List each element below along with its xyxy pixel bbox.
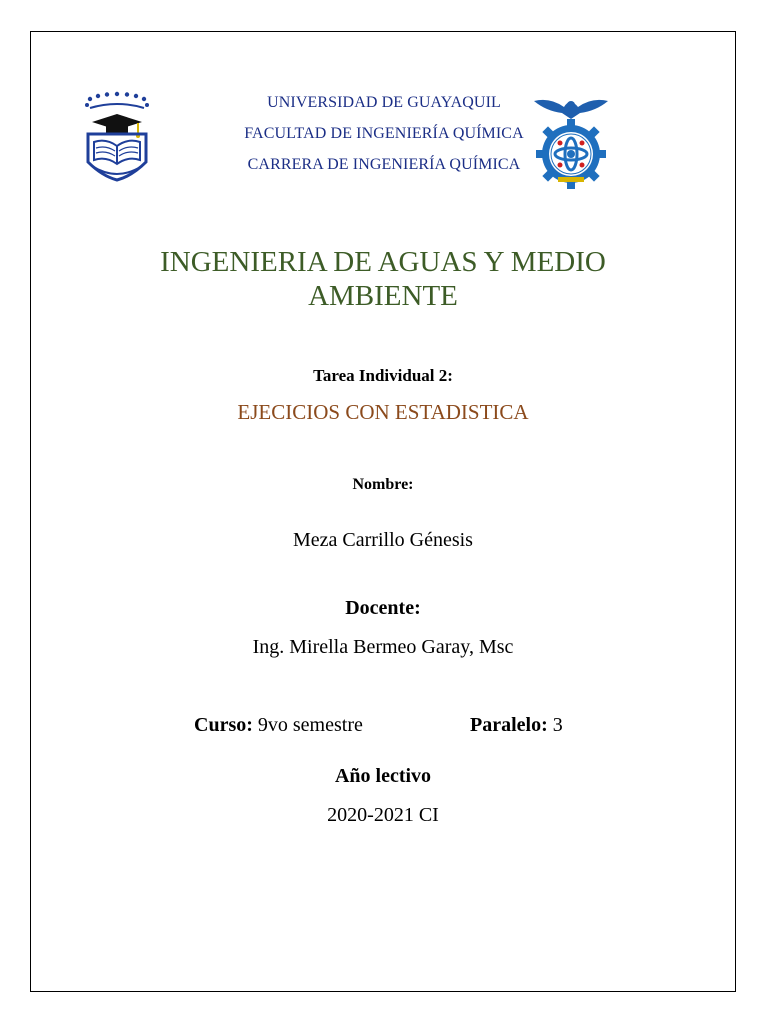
teacher-name: Ing. Mirella Bermeo Garay, Msc: [252, 636, 514, 658]
title-line-2: AMBIENTE: [308, 280, 458, 312]
course-value: 9vo semestre: [257, 714, 363, 736]
career-name: CARRERA DE INGENIERÍA QUÍMICA: [247, 156, 521, 173]
year-value: 2020-2021 CI: [327, 804, 439, 826]
university-emblem-icon: [82, 90, 152, 182]
document-title: [30, 245, 736, 313]
title-line-1: INGENIERIA DE AGUAS Y MEDIO: [160, 246, 606, 278]
course-info: [194, 714, 363, 737]
parallel-info: [470, 714, 563, 737]
year-label: Año lectivo: [334, 765, 432, 787]
faculty-name: FACULTAD DE INGENIERÍA QUÍMICA: [244, 125, 524, 142]
parallel-value: 3: [552, 714, 563, 736]
university-name: UNIVERSIDAD DE GUAYAQUIL: [267, 94, 501, 111]
teacher-label: Docente:: [345, 597, 421, 619]
student-name: Meza Carrillo Génesis: [293, 529, 473, 551]
task-label: Tarea Individual 2:: [313, 366, 453, 385]
course-label: Curso:: [194, 714, 253, 736]
task-subject: EJECICIOS CON ESTADISTICA: [237, 400, 529, 424]
student-label: Nombre:: [352, 476, 414, 493]
parallel-label: Paralelo:: [470, 714, 548, 736]
